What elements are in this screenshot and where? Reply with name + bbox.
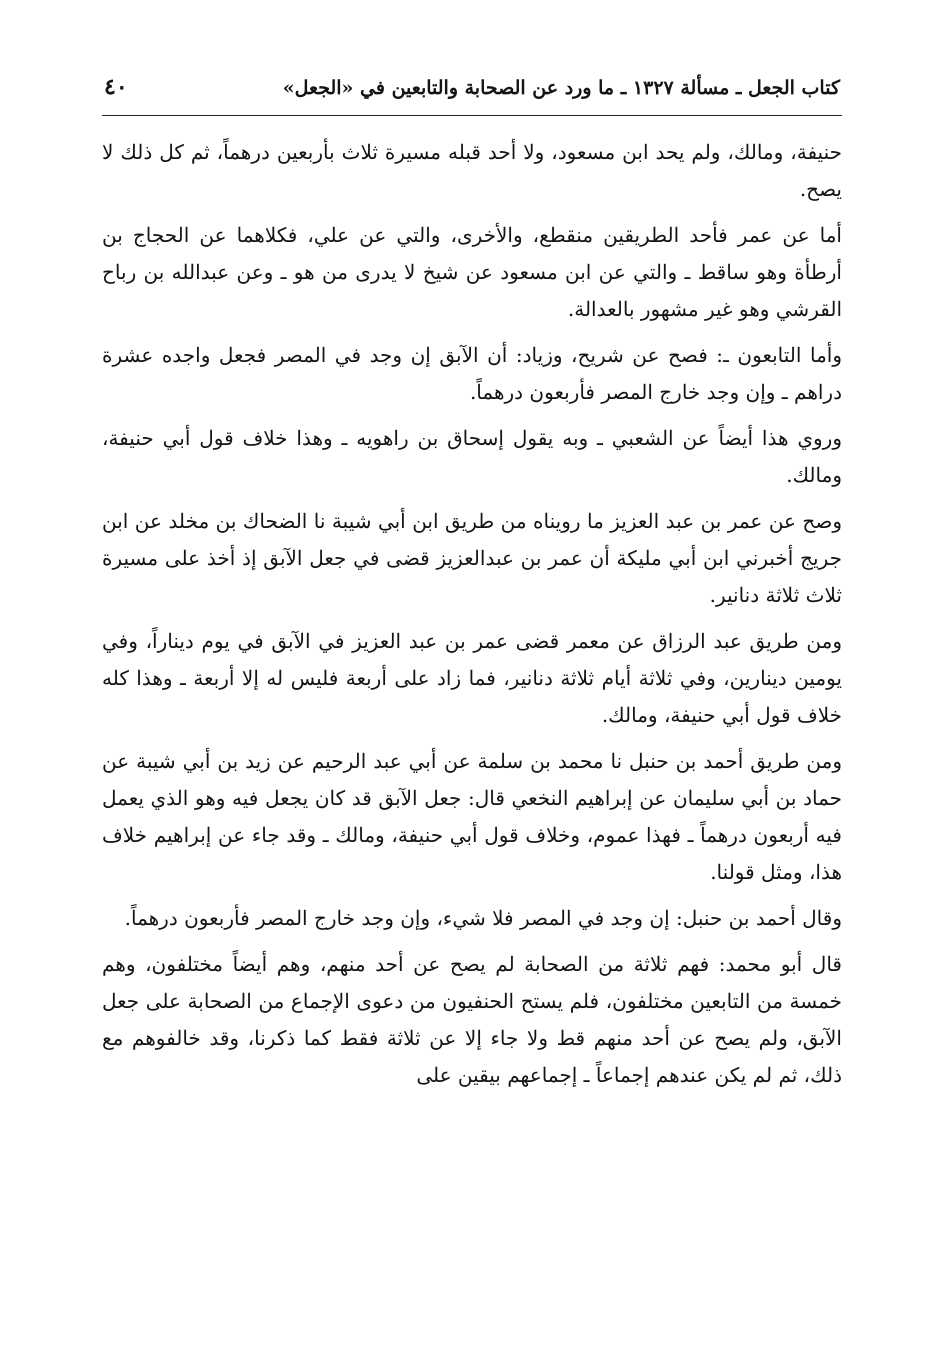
- paragraph: حنيفة، ومالك، ولم يحد ابن مسعود، ولا أحد قبله مسيرة ثلاث بأربعين درهماً، ثم كل ذلك لا يصح.: [102, 140, 842, 201]
- running-header: [102, 70, 842, 116]
- page-number: ٤٠: [104, 74, 128, 100]
- paragraph: ومن طريق أحمد بن حنبل نا محمد بن سلمة عن أبي عبد الرحيم عن زيد بن أبي شيبة عن حماد بن أبي سليمان عن إبراهيم النخعي قال: جعل الآبق قد كان يجعل فيه وهو الذي يعمل فيه أربعون درهماً ـ فهذا عموم، وخلاف قول أبي حنيفة، ومالك ـ وقد جاء عن إبراهيم خلاف هذا، ومثل قولنا.: [102, 749, 842, 884]
- paragraph: قال أبو محمد: فهم ثلاثة من الصحابة لم يصح عن أحد منهم، وهم أيضاً مختلفون، وهم خمسة من التابعين مختلفون، فلم يستح الحنفيون من دعوى الإجماع من الصحابة على جعل الآبق، ولم يصح عن أحد منهم قط ولا جاء إلا عن ثلاثة فقط كما ذكرنا، وقد خالفوهم مع ذلك، ثم لم يكن عندهم إجماعاً ـ إجماعهم بيقين على: [102, 952, 842, 1087]
- paragraph: ومن طريق عبد الرزاق عن معمر قضى عمر بن عبد العزيز في الآبق في يوم ديناراً، وفي يومين دينارين، وفي ثلاثة أيام ثلاثة دنانير، فما زاد على أربعة فليس له إلا أربعة ـ وهذا كله خلاف قول أبي حنيفة، ومالك.: [102, 629, 842, 727]
- header-title: كتاب الجعل ـ مسألة ١٣٢٧ ـ ما ورد عن الصحابة والتابعين في «الجعل»: [282, 77, 840, 99]
- paragraph: وأما التابعون ـ: فصح عن شريح، وزياد: أن الآبق إن وجد في المصر فجعل واجده عشرة دراهم ـ وإن وجد خارج المصر فأربعون درهماً.: [102, 343, 842, 404]
- paragraph: أما عن عمر فأحد الطريقين منقطع، والأخرى، والتي عن علي، فكلاهما عن الحجاج بن أرطأة وهو ساقط ـ والتي عن ابن مسعود عن شيخ لا يدرى من هو ـ وعن عبدالله بن رباح القرشي وهو غير مشهور بالعدالة.: [102, 223, 842, 321]
- body-text: [102, 134, 842, 1094]
- paragraph: وصح عن عمر بن عبد العزيز ما رويناه من طريق ابن أبي شيبة نا الضحاك بن مخلد عن ابن جريج أخبرني ابن أبي مليكة أن عمر بن عبدالعزيز قضى في جعل الآبق إذ أخذ على مسيرة ثلاث ثلاثة دنانير.: [102, 509, 842, 607]
- paragraph: وروي هذا أيضاً عن الشعبي ـ وبه يقول إسحاق بن راهويه ـ وهذا خلاف قول أبي حنيفة، ومالك.: [102, 426, 842, 487]
- paragraph: وقال أحمد بن حنبل: إن وجد في المصر فلا شيء، وإن وجد خارج المصر فأربعون درهماً.: [124, 906, 842, 930]
- book-page: [102, 70, 842, 1350]
